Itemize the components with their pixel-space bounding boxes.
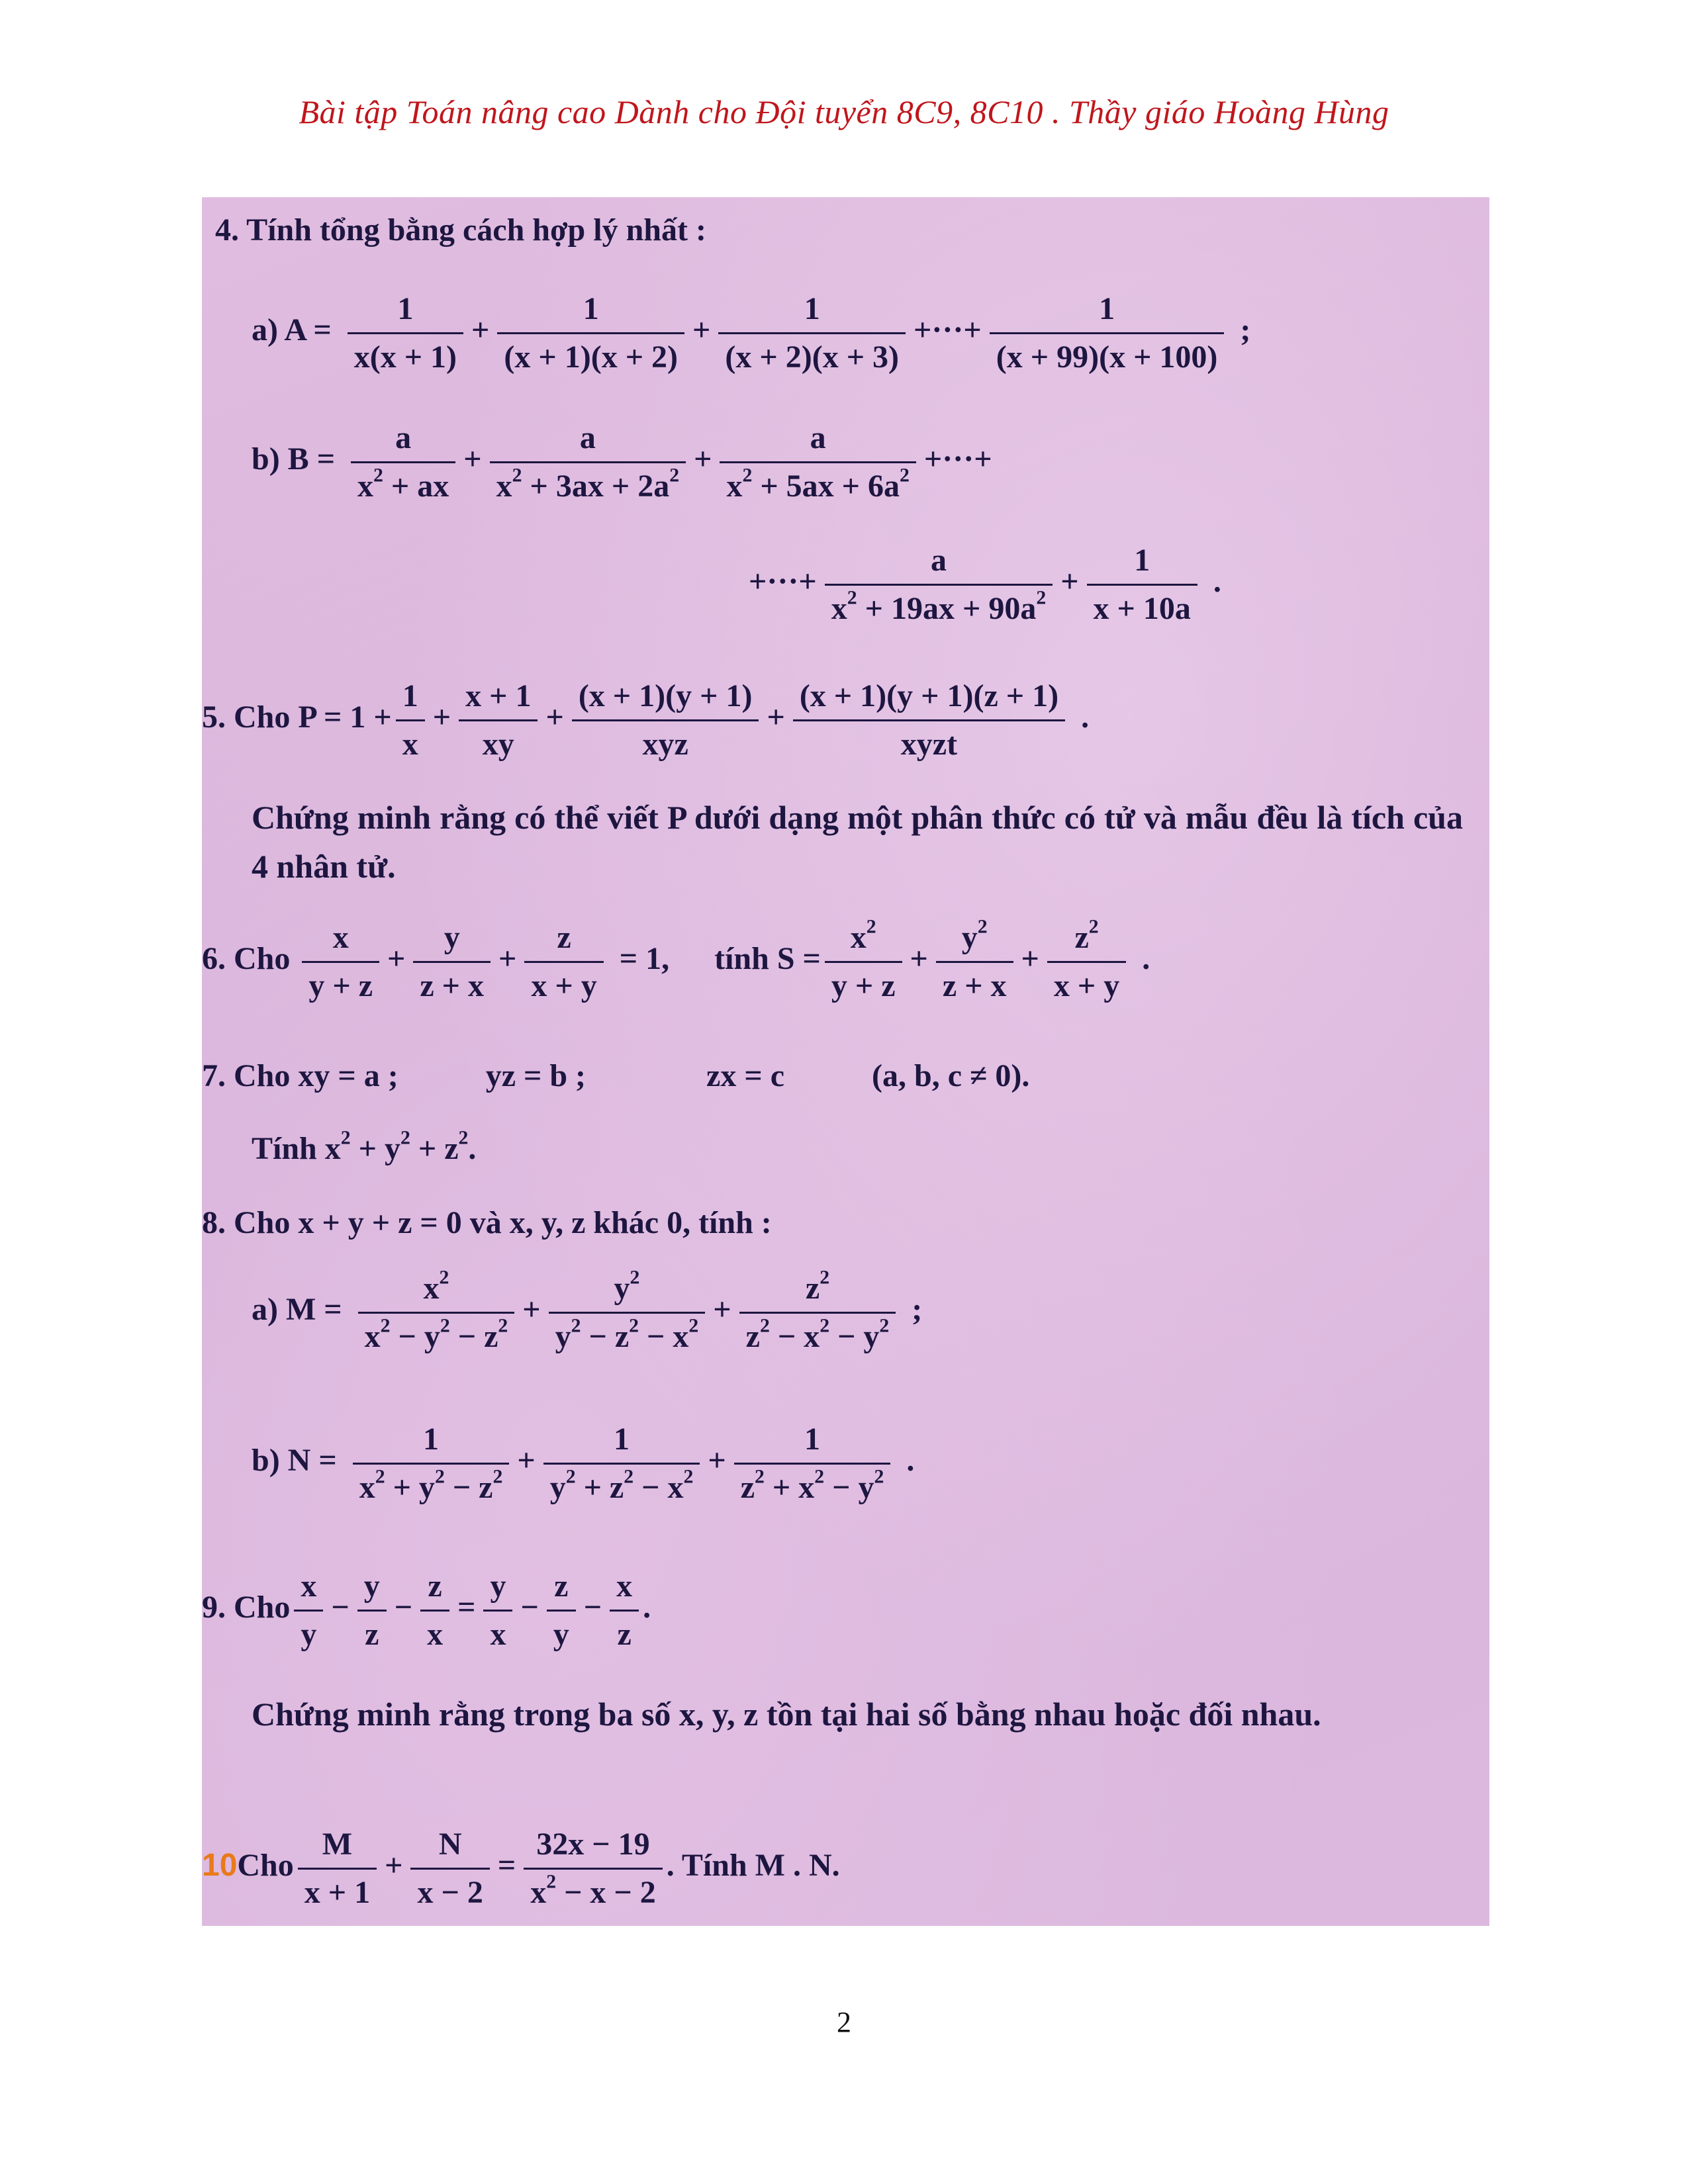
problem-8b: b) N = $\frac{1}{x^2 + y^2 - z^2}$ + $\frac{1}{y^2 + z^2 - x^2}$ + $\frac{1}{z^2 + x^2 - y^2}$ . — [252, 1420, 918, 1506]
fraction: $\frac{z^2}{x + y}$ — [1047, 919, 1126, 1005]
problem-5-text: Chứng minh rằng có thể viết P dưới dạng một phân thức có tử và mẫu đều là tích của 4 nhân tử. — [252, 799, 1463, 885]
problem-number: 7. — [202, 1058, 226, 1093]
fraction: $\frac{y}{z + x}$ — [413, 919, 491, 1005]
fraction: $\frac{z}{x}$ — [420, 1567, 449, 1653]
fraction: $\frac{y}{z}$ — [357, 1567, 387, 1653]
fraction: $\frac{x^2}{x^2 - y^2 - z^2}$ — [358, 1269, 515, 1355]
problem-5-formula: 5. Cho P = 1 + $\frac{1}{x}$ + $\frac{x + 1}{xy}$ + $\frac{(x + 1)(y + 1)}{\text{xyz}}$ + $\frac{(x + 1)(y + 1)(z + 1)}{\text{xyzt}}$ . — [202, 677, 1093, 763]
problem-4-title-row — [215, 212, 706, 248]
fraction: $\frac{1}{(x + 99)(x + 100)}$ — [990, 290, 1225, 376]
fraction: $\frac{1}{x + 10a}$ — [1087, 541, 1197, 627]
fraction: $\frac{a}{x^2 + ax}$ — [351, 419, 455, 505]
fraction: $\frac{x^2}{y + z}$ — [825, 919, 902, 1005]
fraction: $\frac{z^2}{z^2 - x^2 - y^2}$ — [739, 1269, 896, 1355]
fraction: $\frac{1}{(x + 1)(x + 2)}$ — [497, 290, 684, 376]
fraction: $\frac{1}{z^2 + x^2 - y^2}$ — [734, 1420, 891, 1506]
fraction: $\frac{1}{x}$ — [396, 677, 425, 763]
page-header: Bài tập Toán nâng cao Dành cho Đội tuyển 8C9, 8C10 . Thầy giáo Hoàng Hùng — [299, 93, 1389, 130]
problem-8a: a) M = $\frac{x^2}{x^2 - y^2 - z^2}$ + $\frac{y^2}{y^2 - z^2 - x^2}$ + $\frac{z^2}{z^2 - x^2 - y^2}$ ; — [252, 1269, 926, 1355]
label-b: b) B = — [252, 441, 336, 477]
fraction: $\frac{32x - 19}{x^2 - x - 2}$ — [524, 1825, 663, 1911]
problem-9-text: Chứng minh rằng trong ba số x, y, z tồn tại hai số bằng nhau hoặc đối nhau. — [252, 1696, 1321, 1733]
problem-number: 8. — [202, 1205, 226, 1240]
fraction: $\frac{a}{x^2 + 19ax + 90a^2}$ — [825, 541, 1053, 627]
problem-number: 9. — [202, 1590, 226, 1625]
fraction: $\frac{x}{y}$ — [294, 1567, 323, 1653]
problem-number: 4. — [215, 212, 239, 248]
problem-7-row1: 7. Cho xy = a ; yz = b ; zx = c (a, b, c ≠ 0). — [202, 1058, 1030, 1093]
problem-9-formula: 9. Cho $\frac{x}{y}$ − $\frac{y}{z}$ − $\frac{z}{x}$ = $\frac{y}{x}$ − $\frac{z}{y}$ − $\frac{x}{z}$ . — [202, 1567, 651, 1653]
fraction: $\frac{x}{y + z}$ — [302, 919, 379, 1005]
label-a: a) A = — [252, 312, 332, 348]
fraction: $\frac{1}{(x + 2)(x + 3)}$ — [718, 290, 906, 376]
problem-4b: b) B = $\frac{a}{x^2 + ax}$ + $\frac{a}{x^2 + 3ax + 2a^2}$ + $\frac{a}{x^2 + 5ax + 6a^2}$ +···+ — [252, 419, 996, 505]
fraction: $\frac{y^2}{y^2 - z^2 - x^2}$ — [549, 1269, 706, 1355]
fraction: $\frac{1}{y^2 + z^2 - x^2}$ — [543, 1420, 700, 1506]
problem-4a: a) A = $\frac{1}{x(x + 1)}$ + $\frac{1}{(x + 1)(x + 2)}$ + $\frac{1}{(x + 2)(x + 3)}$ +···+ $\frac{1}{(x + 99)(x + 100)}$ ; — [252, 290, 1254, 376]
fraction: $\frac{a}{x^2 + 5ax + 6a^2}$ — [720, 419, 915, 505]
problem-8-title-row: 8. Cho x + y + z = 0 và x, y, z khác 0, tính : — [202, 1205, 772, 1240]
fraction: $\frac{1}{x^2 + y^2 - z^2}$ — [353, 1420, 510, 1506]
fraction: $\frac{x}{z}$ — [610, 1567, 639, 1653]
fraction: $\frac{1}{x(x + 1)}$ — [348, 290, 463, 376]
fraction: $\frac{y^2}{z + x}$ — [936, 919, 1013, 1005]
fraction: $\frac{(x + 1)(y + 1)}{\text{xyz}}$ — [572, 677, 759, 763]
fraction: $\frac{z}{x + y}$ — [524, 919, 603, 1005]
fraction: $\frac{z}{y}$ — [547, 1567, 576, 1653]
problem-number: 10 — [202, 1848, 238, 1884]
fraction: $\frac{y}{x}$ — [483, 1567, 512, 1653]
page-number: 2 — [837, 2006, 851, 2038]
fraction: $\frac{N}{x - 2}$ — [410, 1825, 489, 1911]
fraction: $\frac{a}{x^2 + 3ax + 2a^2}$ — [490, 419, 686, 505]
fraction: $\frac{M}{x + 1}$ — [298, 1825, 377, 1911]
problem-number: 5. — [202, 700, 226, 735]
problem-4b-continued: +···+ $\frac{a}{x^2 + 19ax + 90a^2}$ + $\frac{1}{x + 10a}$ . — [745, 541, 1225, 627]
problem-10-formula: 10Cho $\frac{M}{x + 1}$ + $\frac{N}{x - 2}$ = $\frac{32x - 19}{x^2 - x - 2}$ . Tính M . N. — [202, 1825, 840, 1911]
problem-6-formula: 6. Cho $\frac{x}{y + z}$ + $\frac{y}{z + x}$ + $\frac{z}{x + y}$ = 1, tính S = $\frac{x^2}{y + z}$ + $\frac{y^2}{z + x}$ + $\frac{z^2}{x + y}$ . — [202, 919, 1154, 1005]
fraction: $\frac{(x + 1)(y + 1)(z + 1)}{\text{xyzt}}$ — [793, 677, 1065, 763]
problem-7-row2: Tính $x^2 + y^2 + z^2$. — [252, 1126, 477, 1166]
scanned-page — [202, 197, 1489, 1926]
problem-4-title: Tính tổng bằng cách hợp lý nhất : — [246, 212, 706, 248]
fraction: $\frac{x + 1}{xy}$ — [459, 677, 538, 763]
problem-number: 6. — [202, 941, 226, 977]
